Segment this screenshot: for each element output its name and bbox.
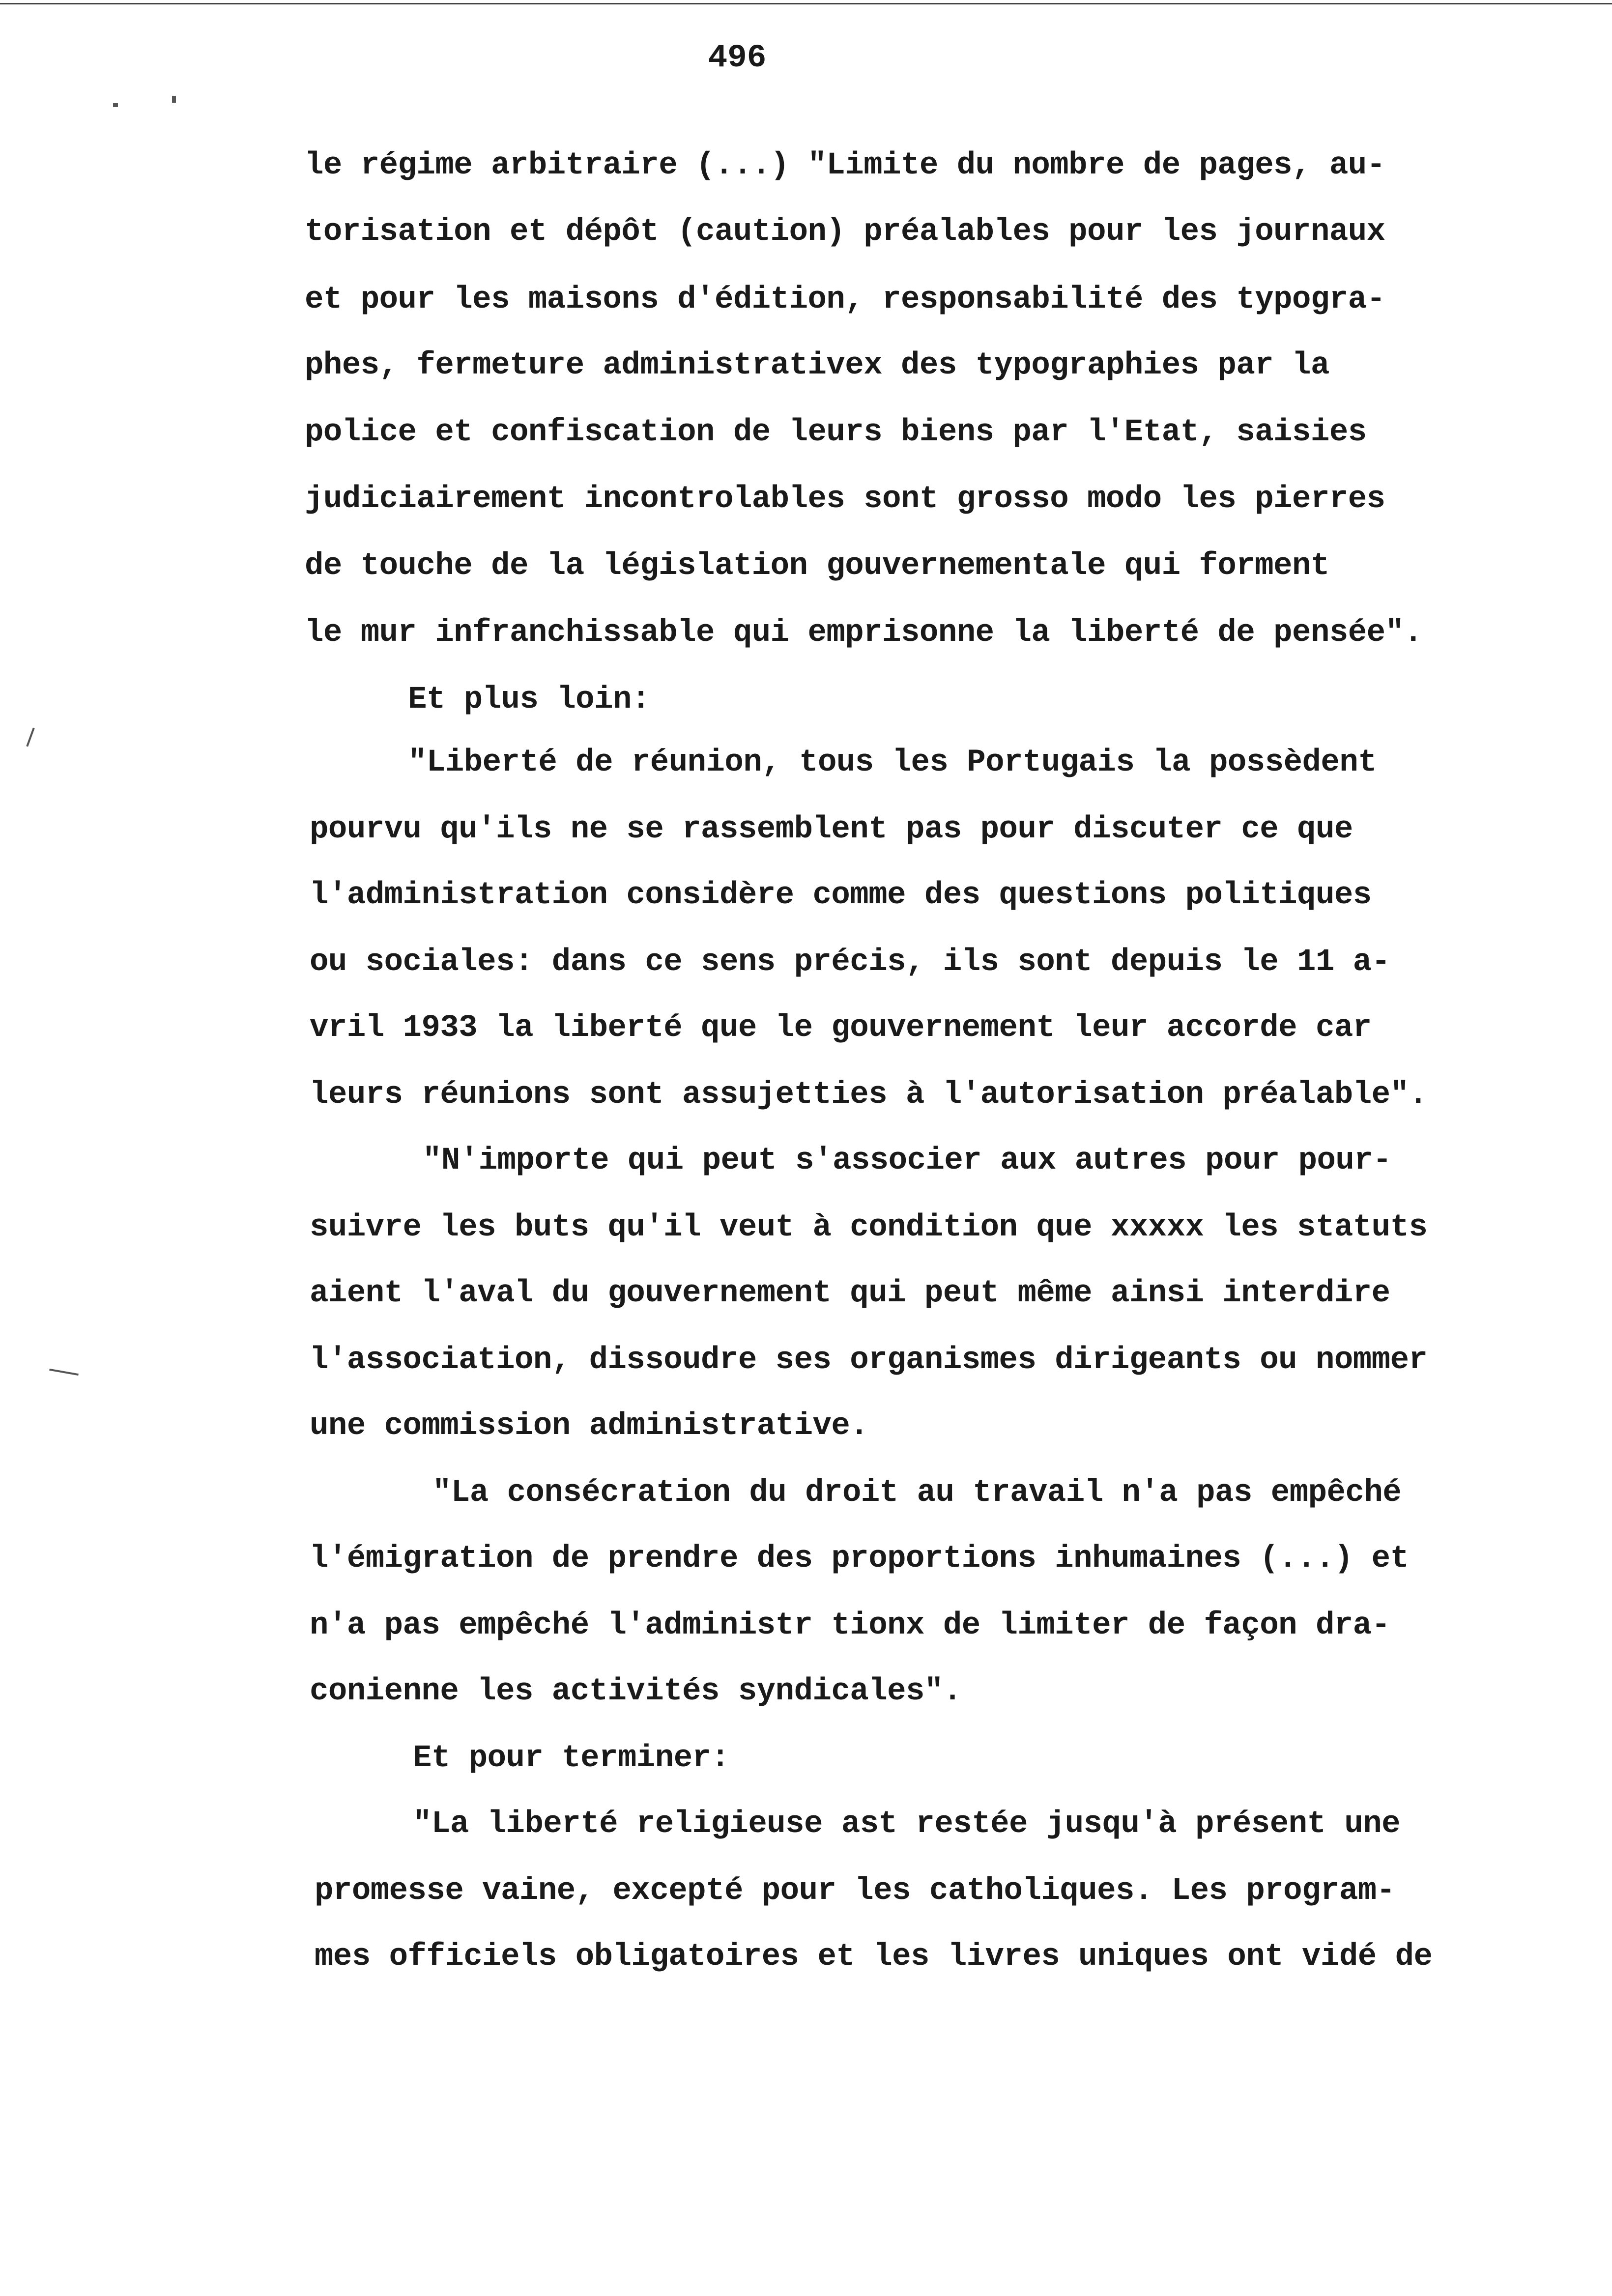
text-line: "Liberté de réunion, tous les Portugais la possèdent <box>408 745 1377 780</box>
text-line: pourvu qu'ils ne se rassemblent pas pour discuter ce que <box>310 812 1353 847</box>
text-line: et pour les maisons d'édition, responsabilité des typogra- <box>305 282 1385 317</box>
text-line: torisation et dépôt (caution) préalables pour les journaux <box>305 214 1385 250</box>
text-line: "La liberté religieuse ast restée jusqu'à présent une <box>413 1807 1401 1842</box>
text-line: le régime arbitraire (...) "Limite du nombre de pages, au- <box>305 148 1385 183</box>
top-edge-line <box>0 3 1612 4</box>
margin-mark <box>49 1369 79 1376</box>
text-line: promesse vaine, excepté pour les catholiques. Les program- <box>315 1873 1395 1909</box>
text-line: Et pour terminer: <box>413 1741 730 1776</box>
margin-mark <box>113 103 118 107</box>
text-line: "La consécration du droit au travail n'a pas empêché <box>432 1475 1402 1511</box>
text-line: le mur infranchissable qui emprisonne la liberté de pensée". <box>305 615 1423 651</box>
text-line: mes officiels obligatoires et les livres uniques ont vidé de <box>315 1939 1433 1975</box>
text-line: judiciairement incontrolables sont grosso modo les pierres <box>305 482 1385 517</box>
text-line: l'administration considère comme des questions politiques <box>310 878 1372 913</box>
text-line: conienne les activités syndicales". <box>310 1674 962 1709</box>
text-line: n'a pas empêché l'administr tionx de limiter de façon dra- <box>310 1608 1390 1643</box>
text-line: phes, fermeture administrativex des typographies par la <box>305 348 1329 383</box>
text-line: vril 1933 la liberté que le gouvernement leur accorde car <box>310 1010 1372 1046</box>
page-number: 496 <box>708 39 767 76</box>
text-line: ou sociales: dans ce sens précis, ils sont depuis le 11 a- <box>310 945 1390 980</box>
text-line: aient l'aval du gouvernement qui peut même ainsi interdire <box>310 1276 1390 1311</box>
text-line: police et confiscation de leurs biens par l'Etat, saisies <box>305 415 1367 450</box>
text-line: une commission administrative. <box>310 1408 869 1444</box>
text-line: "N'importe qui peut s'associer aux autres pour pour- <box>423 1143 1392 1178</box>
text-line: Et plus loin: <box>408 682 650 718</box>
margin-mark <box>172 96 176 103</box>
text-line: de touche de la législation gouvernementale qui forment <box>305 548 1329 584</box>
text-line: l'émigration de prendre des proportions inhumaines (...) et <box>310 1541 1409 1577</box>
text-line: suivre les buts qu'il veut à condition que xxxxx les statuts <box>310 1210 1428 1245</box>
text-line: l'association, dissoudre ses organismes dirigeants ou nommer <box>310 1343 1428 1378</box>
text-line: leurs réunions sont assujetties à l'autorisation préalable". <box>310 1077 1428 1113</box>
margin-mark <box>26 728 34 747</box>
